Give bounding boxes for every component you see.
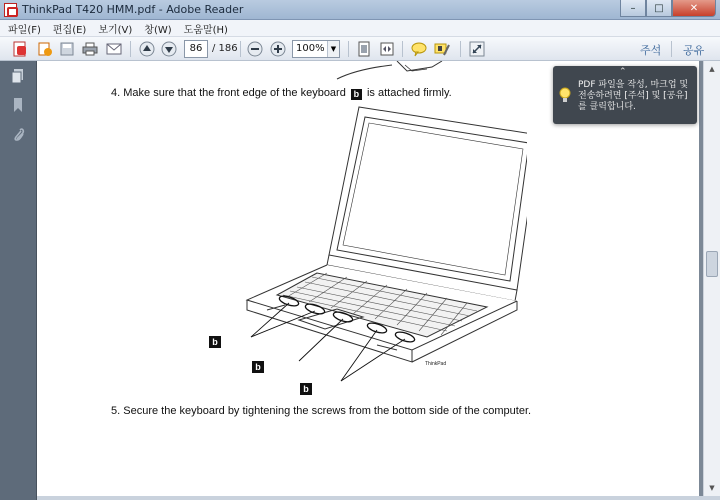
page-thumbnails-icon[interactable]	[10, 67, 26, 85]
expand-icon[interactable]	[468, 40, 486, 58]
print-icon[interactable]	[81, 40, 99, 58]
horizontal-scrollbar[interactable]	[37, 496, 720, 500]
menu-help[interactable]: 도움말(H)	[183, 24, 228, 36]
scroll-down-icon[interactable]: ▼	[709, 484, 715, 492]
menu-file[interactable]: 파일(F)	[8, 24, 41, 36]
toolbar	[0, 37, 720, 61]
callout-b-middle: b	[252, 361, 264, 373]
convert-icon[interactable]	[36, 40, 54, 58]
menu-window[interactable]: 창(W)	[144, 24, 172, 36]
scroll-thumb[interactable]	[706, 251, 718, 277]
step-4	[111, 87, 452, 100]
toolbar-separator	[671, 41, 672, 57]
step-5-text: Secure the keyboard by tightening the screws from the bottom side of the computer.	[123, 405, 532, 417]
page-down-icon[interactable]	[160, 40, 178, 58]
toolbar-separator	[402, 41, 403, 57]
menu-view[interactable]: 보기(V)	[98, 24, 133, 36]
pdf-create-icon[interactable]	[11, 40, 29, 58]
vertical-scrollbar[interactable]	[703, 61, 720, 496]
toolbar-separator	[348, 41, 349, 57]
laptop-illustration	[227, 105, 527, 395]
callout-b-badge: b	[351, 89, 362, 100]
menu-bar	[0, 20, 720, 37]
sticky-note-icon[interactable]	[410, 40, 428, 58]
callout-b-right: b	[300, 383, 312, 395]
step-4-text-after: is attached firmly.	[366, 87, 452, 99]
zoom-select[interactable]	[292, 40, 340, 58]
minimize-button[interactable]: –	[620, 0, 646, 17]
comment-share-tooltip	[553, 66, 697, 124]
attachments-icon[interactable]	[10, 126, 26, 144]
window-controls	[620, 0, 716, 18]
step-4-text-before: Make sure that the front edge of the keyboard	[123, 87, 346, 99]
pdf-page	[37, 61, 699, 496]
step-5	[111, 405, 531, 417]
previous-figure-fragment	[317, 61, 457, 81]
close-button[interactable]: ✕	[672, 0, 716, 17]
tooltip-text: PDF 파일을 작성, 마크업 및 전송하려면 [주석] 및 [공유]를 클릭합니다.	[578, 80, 689, 112]
page-up-icon[interactable]	[138, 40, 156, 58]
menu-edit[interactable]: 편집(E)	[52, 24, 87, 36]
title-bar	[0, 0, 720, 20]
chevron-down-icon[interactable]: ▼	[327, 41, 339, 57]
window-title: ThinkPad T420 HMM.pdf - Adobe Reader	[22, 3, 244, 16]
laptop-brand-label: ThinkPad	[425, 361, 447, 367]
email-icon[interactable]	[105, 40, 123, 58]
step-5-number: 5.	[111, 405, 121, 417]
fit-width-icon[interactable]	[378, 40, 396, 58]
navigation-pane	[0, 61, 37, 500]
lightbulb-icon	[558, 87, 572, 103]
save-icon[interactable]	[58, 40, 76, 58]
chevron-up-icon[interactable]: ⌃	[619, 67, 627, 77]
highlight-icon[interactable]	[433, 40, 451, 58]
zoom-in-icon[interactable]	[269, 40, 287, 58]
adobe-reader-icon	[4, 3, 17, 17]
step-4-number: 4.	[111, 87, 121, 99]
comment-tab[interactable]: 주석	[640, 44, 662, 57]
maximize-button[interactable]: □	[646, 0, 672, 17]
callout-b-left: b	[209, 336, 221, 348]
page-total: / 186	[212, 43, 238, 54]
page-number-input[interactable]: 86	[184, 40, 208, 58]
share-tab[interactable]: 공유	[683, 44, 705, 57]
toolbar-separator	[460, 41, 461, 57]
zoom-out-icon[interactable]	[246, 40, 264, 58]
zoom-value: 100%	[296, 43, 325, 54]
toolbar-separator	[240, 41, 241, 57]
scroll-up-icon[interactable]: ▲	[709, 65, 715, 73]
toolbar-separator	[130, 41, 131, 57]
bookmarks-icon[interactable]	[10, 96, 26, 114]
fit-page-icon[interactable]	[355, 40, 373, 58]
